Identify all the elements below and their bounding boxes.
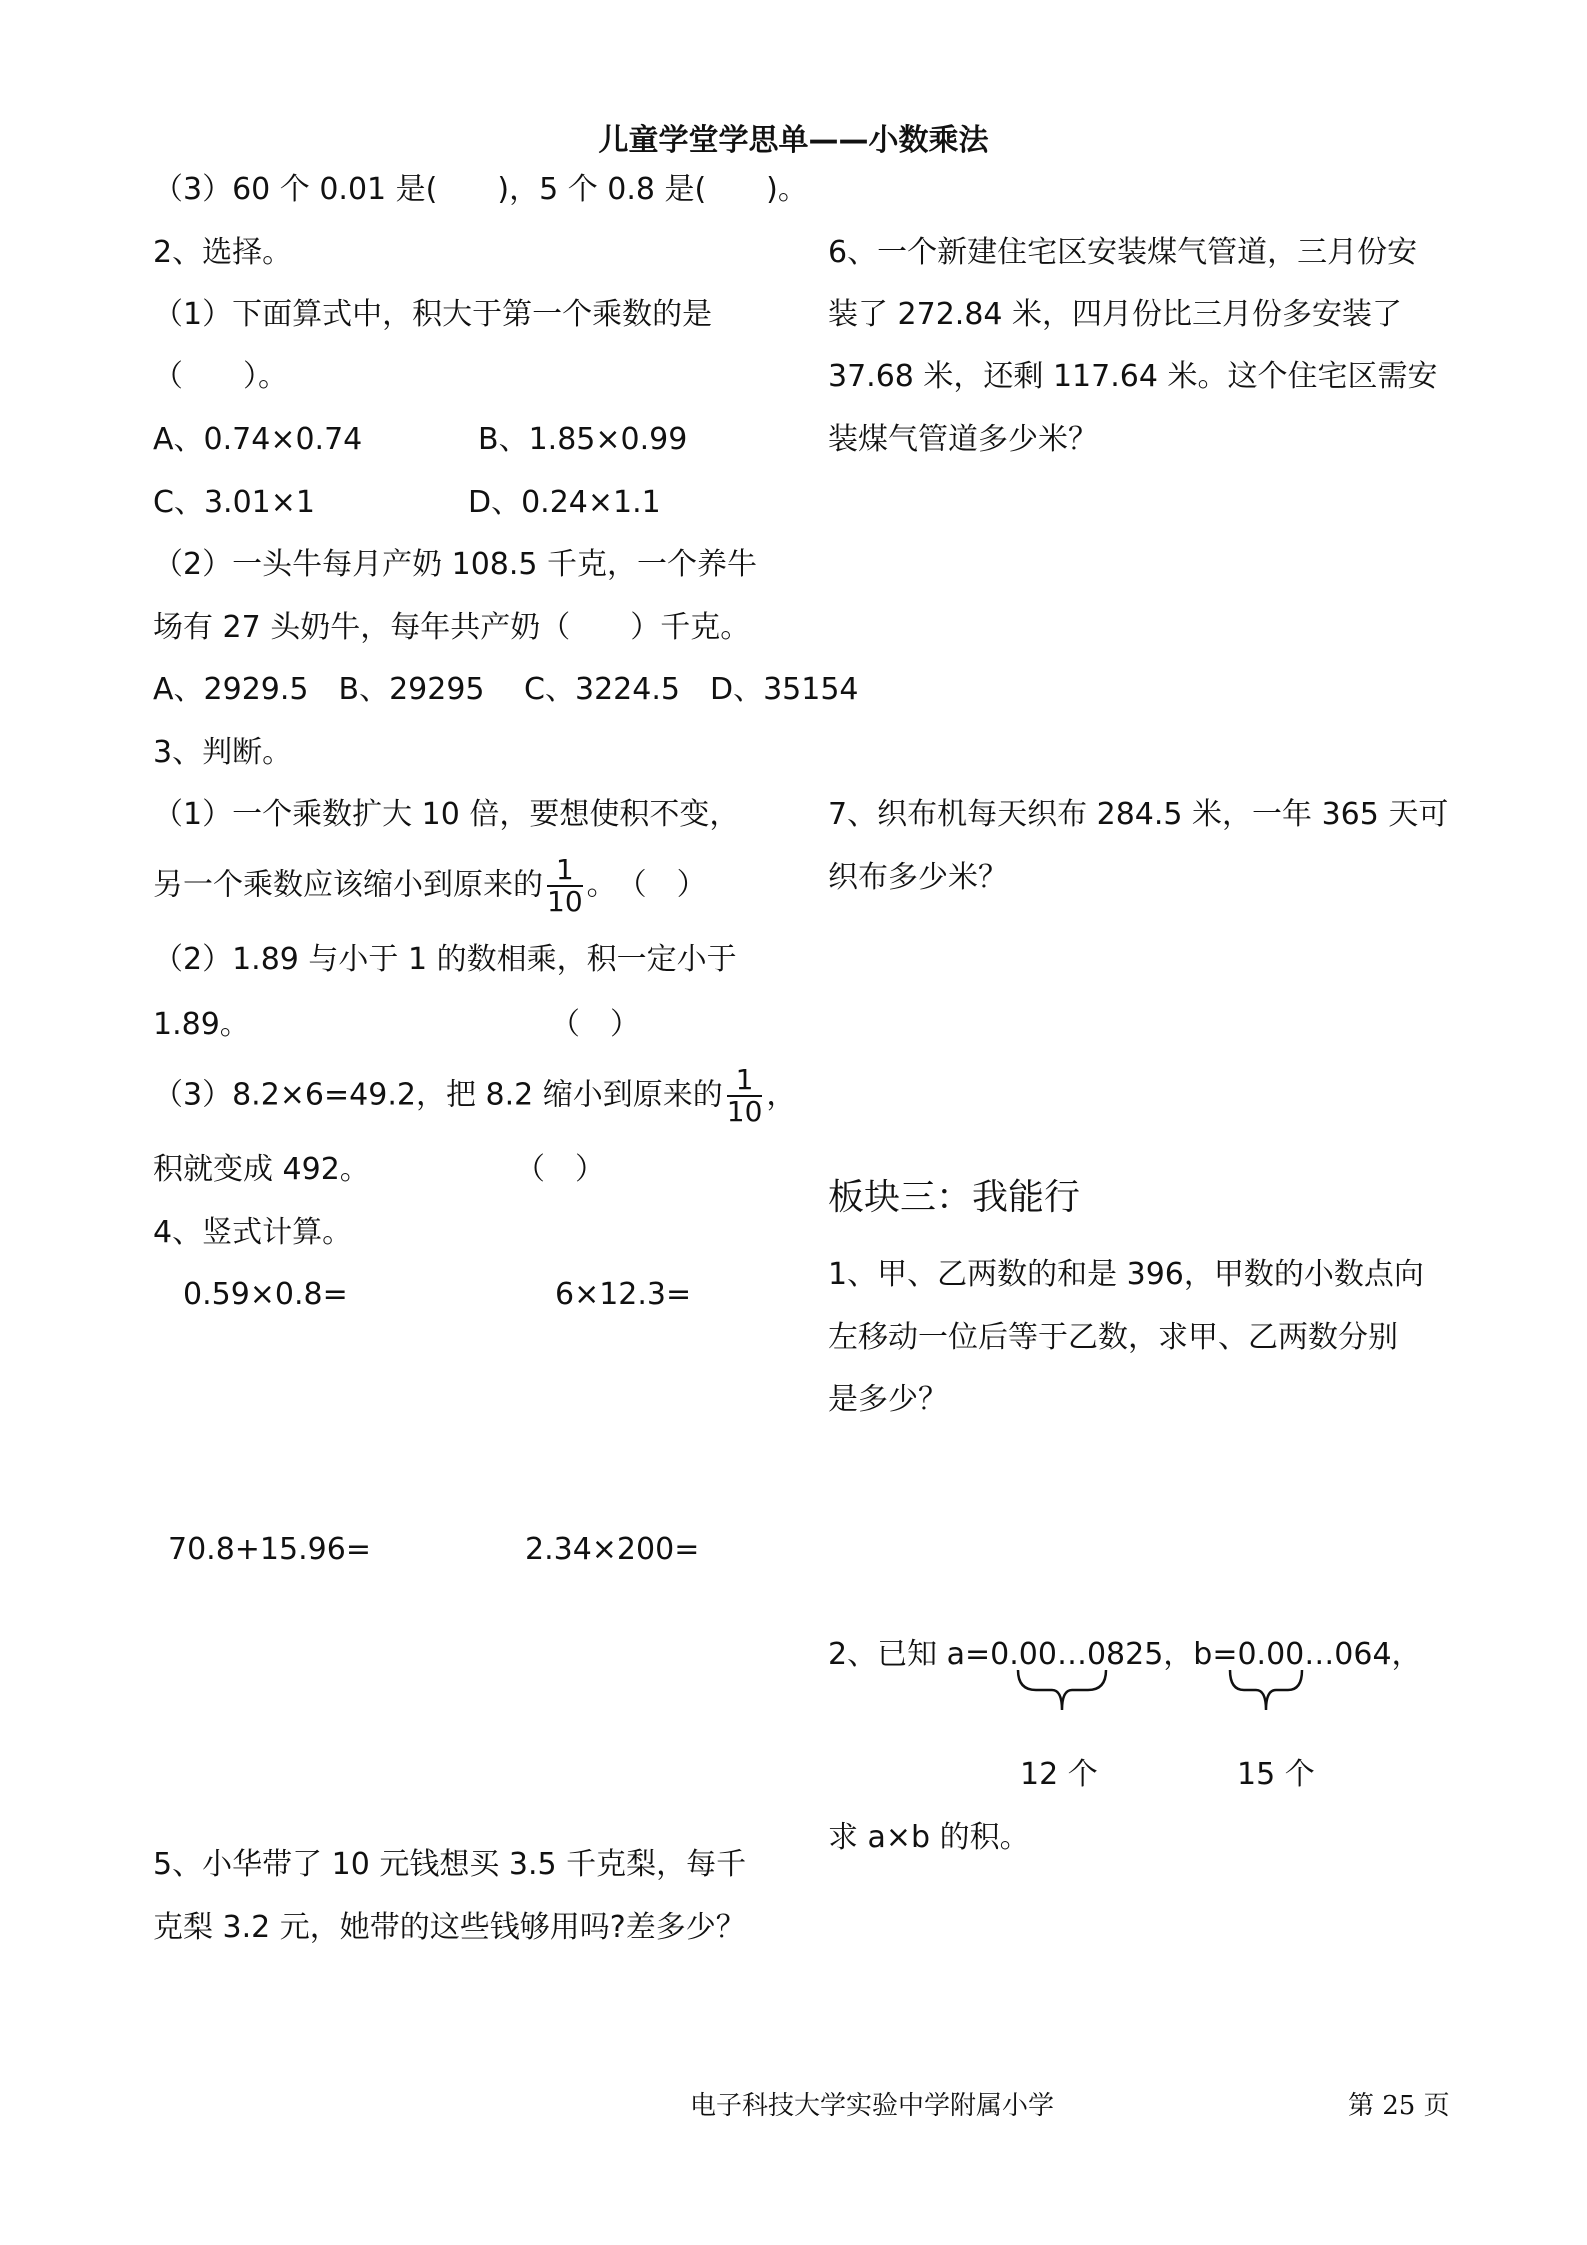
question-3-2-bracket: （ ） [550,1007,640,1042]
question-3-3-comma: ， [766,1077,797,1113]
problem-2-line1: 2、已知 a=0.00…0825，b=0.00…064， [828,1637,1422,1672]
section-heading: 板块三：我能行 [828,1177,1081,1218]
option-d: D、0.24×1.1 [468,485,661,520]
question-1-3: （3）60 个 0.01 是( )，5 个 0.8 是( )。 [153,172,808,207]
question-2-2-options: A、2929.5 B、29295 C、3224.5 D、35154 [153,672,859,707]
question-3-2-line1: （2）1.89 与小于 1 的数相乘，积一定小于 [153,942,737,977]
fraction-numerator: 1 [727,1065,763,1097]
question-2-2-line1: （2）一头牛每月产奶 108.5 千克，一个养牛 [153,547,758,582]
question-5-line2: 克梨 3.2 元，她带的这些钱够用吗?差多少？ [153,1910,746,1945]
question-2-heading: 2、选择。 [153,235,293,270]
question-3-heading: 3、判断。 [153,735,293,770]
brace-2-label: 15 个 [1237,1757,1315,1792]
option-b: B、1.85×0.99 [478,422,688,457]
question-5-line1: 5、小华带了 10 元钱想买 3.5 千克梨，每千 [153,1847,747,1882]
fraction-one-tenth-2 [727,1065,763,1127]
calc-1: 0.59×0.8= [183,1277,348,1312]
fraction-denominator: 10 [547,885,583,918]
fraction-denominator: 10 [726,1095,763,1128]
option-a: A、0.74×0.74 [153,422,363,457]
question-3-1-bracket: 。 （ ） [586,867,707,903]
question-3-1-line2 [153,855,707,917]
brace-1-label: 12 个 [1020,1757,1098,1792]
question-6-line3: 37.68 米，还剩 117.64 米。这个住宅区需安 [828,359,1438,394]
question-7-line1: 7、织布机每天织布 284.5 米，一年 365 天可 [828,797,1449,832]
option-c: C、3.01×1 [153,485,315,520]
question-4-heading: 4、竖式计算。 [153,1215,353,1250]
problem-1-line3: 是多少？ [828,1382,948,1417]
question-3-3-text: （3）8.2×6=49.2，把 8.2 缩小到原来的 [153,1077,723,1113]
question-3-3-line2: 积就变成 492。 [153,1152,370,1187]
question-3-3-bracket: （ ） [515,1152,605,1187]
question-6-line2: 装了 272.84 米，四月份比三月份多安装了 [828,297,1403,332]
question-3-1-line1: （1）一个乘数扩大 10 倍，要想使积不变， [153,797,740,832]
question-6-line4: 装煤气管道多少米？ [828,422,1098,457]
page-title: 儿童学堂学思单——小数乘法 [598,123,989,158]
question-7-line2: 织布多少米？ [828,860,1008,895]
problem-1-line1: 1、甲、乙两数的和是 396，甲数的小数点向 [828,1257,1424,1292]
calc-2: 6×12.3= [555,1277,692,1312]
fraction-numerator: 1 [547,855,583,887]
question-3-3-line1 [153,1065,796,1127]
question-3-1-text: 另一个乘数应该缩小到原来的 [153,867,543,903]
problem-1-line2: 左移动一位后等于乙数，求甲、乙两数分别 [828,1320,1398,1355]
page-number: 第 25 页 [1348,2091,1450,2121]
brace-markers [1010,1668,1310,1738]
question-3-2-line2: 1.89。 [153,1007,250,1042]
brace-1 [1018,1670,1106,1710]
calc-4: 2.34×200= [525,1532,700,1567]
question-6-line1: 6、一个新建住宅区安装煤气管道，三月份安 [828,235,1418,270]
question-2-1-line2: （ ）。 [153,359,288,394]
brace-2 [1230,1670,1302,1710]
calc-3: 70.8+15.96= [168,1532,371,1567]
problem-2-line2: 求 a×b 的积。 [828,1820,1030,1855]
footer-school: 电子科技大学实验中学附属小学 [690,2091,1055,2121]
question-2-2-line2: 场有 27 头奶牛，每年共产奶（ ）千克。 [153,610,751,645]
question-2-1-line1: （1）下面算式中，积大于第一个乘数的是 [153,297,713,332]
fraction-one-tenth [547,855,583,917]
